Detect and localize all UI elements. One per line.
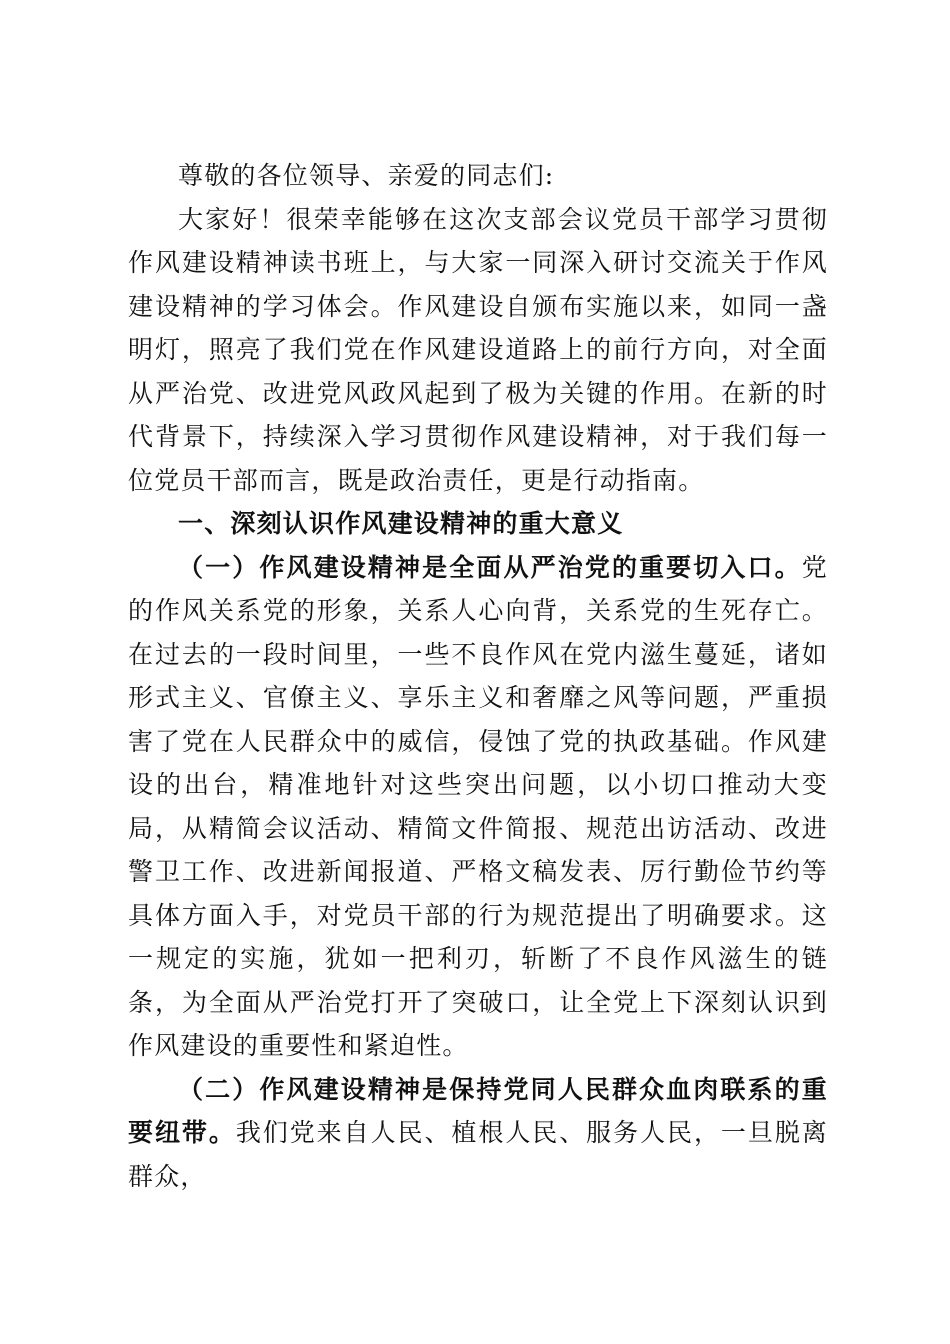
salutation: 尊敬的各位领导、亲爱的同志们: <box>178 161 555 190</box>
section-heading: 一、深刻认识作风建设精神的重大意义 <box>178 509 624 538</box>
document-body <box>128 154 828 1198</box>
paragraph-2-title: （二）作风建设精神是保持党同人民群众血肉联系的重要纽带。 <box>128 1074 828 1147</box>
paragraph-1 <box>128 546 828 1068</box>
intro-paragraph: 大家好！很荣幸能够在这次支部会议党员干部学习贯彻作风建设精神读书班上，与大家一同深入研讨交流关于作风建设精神的学习体会。作风建设自颁布实施以来，如同一盏明灯，照亮了我们党在作风建设道路上的前行方向，对全面从严治党、改进党风政风起到了极为关键的作用。在新的时代背景下，持续深入学习贯彻作风建设精神，对于我们每一位党员干部而言，既是政治责任，更是行动指南。 <box>128 204 828 495</box>
paragraph-2 <box>128 1068 828 1199</box>
paragraph-1-body: 党的作风关系党的形象，关系人心向背，关系党的生死存亡。在过去的一段时间里，一些不良作风在党内滋生蔓延，诸如形式主义、官僚主义、享乐主义和奢靡之风等问题，严重损害了党在人民群众中的威信，侵蚀了党的执政基础。作风建设的出台，精准地针对这些突出问题，以小切口推动大变局，从精简会议活动、精简文件简报、规范出访活动、改进警卫工作、改进新闻报道、严格文稿发表、厉行勤俭节约等具体方面入手，对党员干部的行为规范提出了明确要求。这一规定的实施，犹如一把利刃，斩断了不良作风滋生的链条，为全面从严治党打开了突破口，让全党上下深刻认识到作风建设的重要性和紧迫性。 <box>128 552 828 1060</box>
paragraph-2-body: 我们党来自人民、植根人民、服务人民，一旦脱离群众， <box>128 1118 828 1191</box>
paragraph-1-title: （一）作风建设精神是全面从严治党的重要切入口。 <box>178 552 802 582</box>
